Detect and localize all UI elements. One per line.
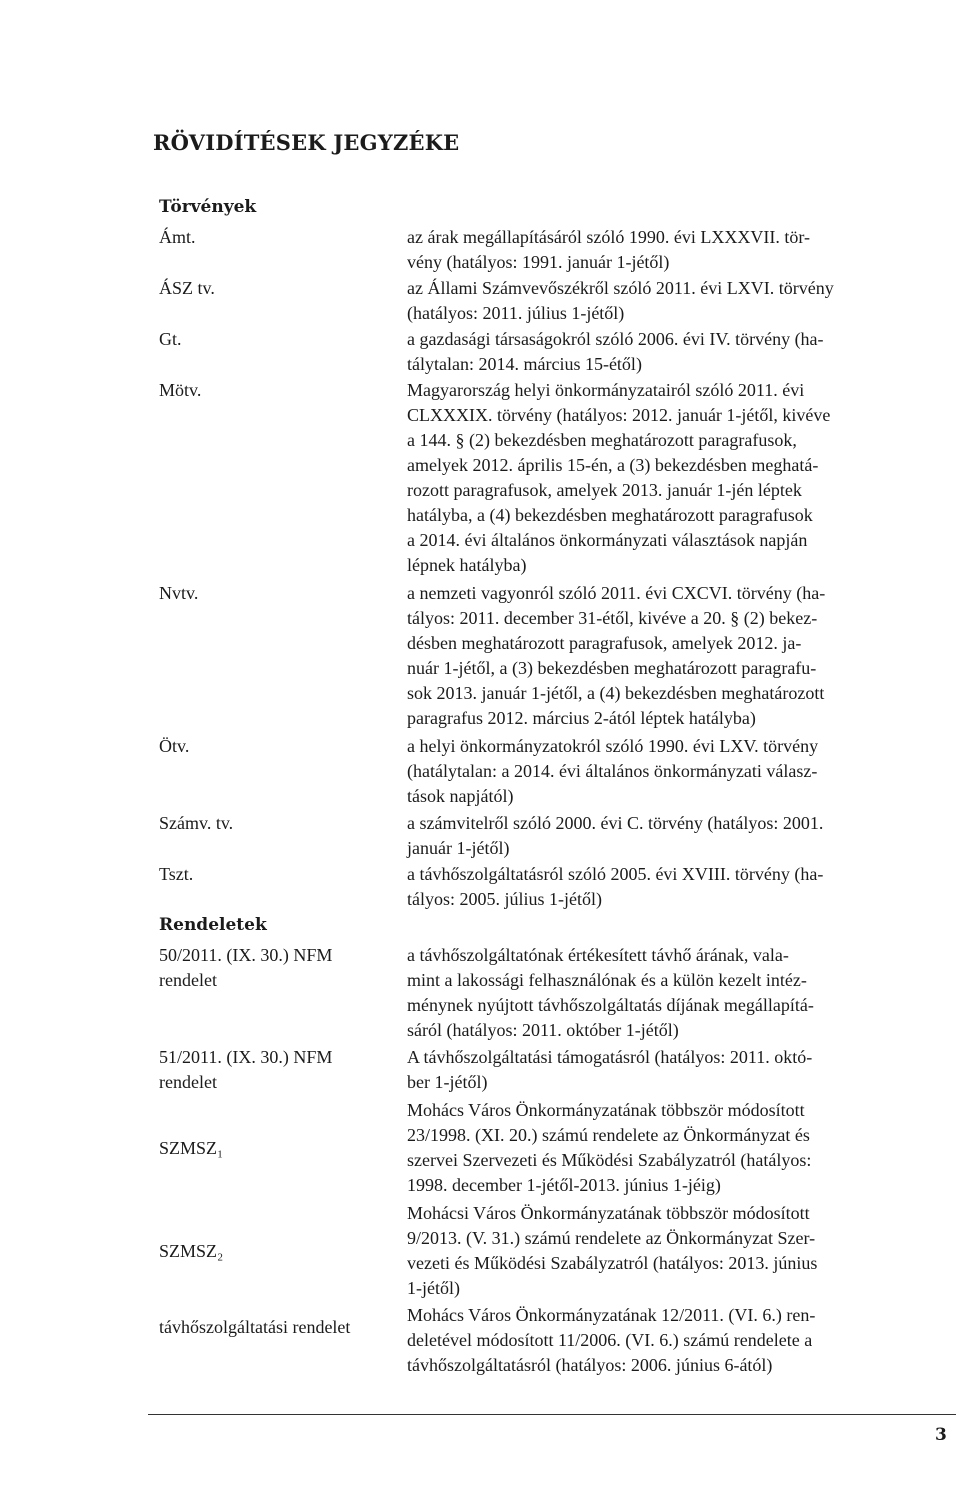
definition-line: sáról (hatályos: 2011. október 1-jétől) xyxy=(407,1020,679,1040)
definition-line: Mohács Város Önkormányzatának többször módosított xyxy=(407,1100,805,1120)
definition xyxy=(407,276,955,326)
definition-line: a nemzeti vagyonról szóló 2011. évi CXCVI. törvény (ha- xyxy=(407,583,826,603)
abbreviation: SZMSZ₁ xyxy=(159,1138,224,1158)
definition-line: a helyi önkormányzatokról szóló 1990. évi LXV. törvény xyxy=(407,736,819,756)
definition-line: a távhőszolgáltatónak értékesített távhő árának, vala- xyxy=(407,945,789,965)
definition xyxy=(407,1045,955,1095)
definition-line: hatályba, a (4) bekezdésben meghatározott paragrafusok xyxy=(407,505,813,525)
abbreviation: SZMSZ₂ xyxy=(159,1241,224,1261)
definition-line: paragrafus 2012. március 2-ától léptek hatályba) xyxy=(407,708,756,728)
abbreviation: Ötv. xyxy=(159,736,190,756)
definition xyxy=(407,734,955,809)
definition-line: CLXXXIX. törvény (hatályos: 2012. január 1-jétől, kivéve xyxy=(407,405,831,425)
definition-line: tálytalan: 2014. március 15-étől) xyxy=(407,354,642,374)
definition xyxy=(407,1201,955,1301)
abbreviation: távhőszolgáltatási rendelet xyxy=(159,1317,351,1337)
definition-line: az Állami Számvevőszékről szóló 2011. évi LXVI. törvény xyxy=(407,278,834,298)
definition-line: vezeti és Működési Szabályzatról (hatályos: 2013. június xyxy=(407,1253,818,1273)
definition-line: tások napjától) xyxy=(407,786,514,806)
definition-line: szervei Szervezeti és Működési Szabályzatról (hatályos: xyxy=(407,1150,812,1170)
definition-line: január 1-jétől) xyxy=(407,838,510,858)
definition-line: tályos: 2005. július 1-jétől) xyxy=(407,889,602,909)
definition xyxy=(407,862,955,912)
definition-line: 9/2013. (V. 31.) számú rendelete az Önkormányzat Szer- xyxy=(407,1228,816,1248)
abbreviation: Gt. xyxy=(159,329,182,349)
page-number: 3 xyxy=(935,1425,947,1445)
definition-line: 1-jétől) xyxy=(407,1278,460,1298)
definition xyxy=(407,811,955,861)
definition-line: vény (hatályos: 1991. január 1-jétől) xyxy=(407,252,670,272)
definition-line: (hatálytalan: a 2014. évi általános önkormányzati válasz- xyxy=(407,761,818,781)
page-title: RÖVIDÍTÉSEK JEGYZÉKE xyxy=(153,130,460,155)
definition-line: a távhőszolgáltatásról szóló 2005. évi XVIII. törvény (ha- xyxy=(407,864,824,884)
abbreviation: Számv. tv. xyxy=(159,813,234,833)
definition xyxy=(407,225,955,275)
definition-line: Mohács Város Önkormányzatának 12/2011. (VI. 6.) ren- xyxy=(407,1305,816,1325)
definition-line: A távhőszolgáltatási támogatásról (hatályos: 2011. októ- xyxy=(407,1047,813,1067)
definition-line: a számvitelről szóló 2000. évi C. törvény (hatályos: 2001. xyxy=(407,813,824,833)
definition-line: sok 2013. január 1-jétől, a (4) bekezdésben meghatározott xyxy=(407,683,825,703)
definition-line: tályos: 2011. december 31-étől, kivéve a 20. § (2) bekez- xyxy=(407,608,818,628)
definition-line: nuár 1-jétől, a (3) bekezdésben meghatározott paragrafu- xyxy=(407,658,817,678)
definition-line: a 144. § (2) bekezdésben meghatározott paragrafusok, xyxy=(407,430,797,450)
definition-line: távhőszolgáltatásról (hatályos: 2006. június 6-ától) xyxy=(407,1355,773,1375)
definition xyxy=(407,581,955,731)
abbreviation: 51/2011. (IX. 30.) NFM rendelet xyxy=(159,1047,333,1092)
abbreviation: Mötv. xyxy=(159,380,202,400)
definition xyxy=(407,1098,955,1198)
definition-line: Magyarország helyi önkormányzatairól szóló 2011. évi xyxy=(407,380,805,400)
definition-line: amelyek 2012. április 15-én, a (3) bekezdésben meghatá- xyxy=(407,455,819,475)
definition-line: deletével módosított 11/2006. (VI. 6.) számú rendelete a xyxy=(407,1330,813,1350)
definition-line: rozott paragrafusok, amelyek 2013. január 1-jén léptek xyxy=(407,480,802,500)
definition-line: ber 1-jétől) xyxy=(407,1072,488,1092)
definition xyxy=(407,327,955,377)
definition-line: az árak megállapításáról szóló 1990. évi LXXXVII. tör- xyxy=(407,227,810,247)
definition-line: 1998. december 1-jétől-2013. június 1-jéig) xyxy=(407,1175,721,1195)
definition-line: a 2014. évi általános önkormányzati választások napján xyxy=(407,530,808,550)
footer-rule xyxy=(148,1414,956,1415)
abbreviation: ÁSZ tv. xyxy=(159,278,215,298)
definition-line: Mohácsi Város Önkormányzatának többször módosított xyxy=(407,1203,810,1223)
definition xyxy=(407,378,955,578)
definition-line: mint a lakossági felhasználónak és a külön kezelt intéz- xyxy=(407,970,807,990)
section-heading-laws: Törvények xyxy=(159,197,257,217)
definition-line: ménynek nyújtott távhőszolgáltatás díjának megállapítá- xyxy=(407,995,814,1015)
definition xyxy=(407,1303,955,1378)
abbreviation: Nvtv. xyxy=(159,583,199,603)
definition-line: désben meghatározott paragrafusok, amelyek 2012. ja- xyxy=(407,633,802,653)
definition xyxy=(407,943,955,1043)
abbreviation: 50/2011. (IX. 30.) NFM rendelet xyxy=(159,945,333,990)
section-heading-decrees: Rendeletek xyxy=(159,915,267,935)
abbreviation: Tszt. xyxy=(159,864,194,884)
abbreviation: Ámt. xyxy=(159,227,196,247)
definition-line: (hatályos: 2011. július 1-jétől) xyxy=(407,303,625,323)
definition-line: 23/1998. (XI. 20.) számú rendelete az Önkormányzat és xyxy=(407,1125,810,1145)
definition-line: lépnek hatályba) xyxy=(407,555,527,575)
definition-line: a gazdasági társaságokról szóló 2006. évi IV. törvény (ha- xyxy=(407,329,824,349)
